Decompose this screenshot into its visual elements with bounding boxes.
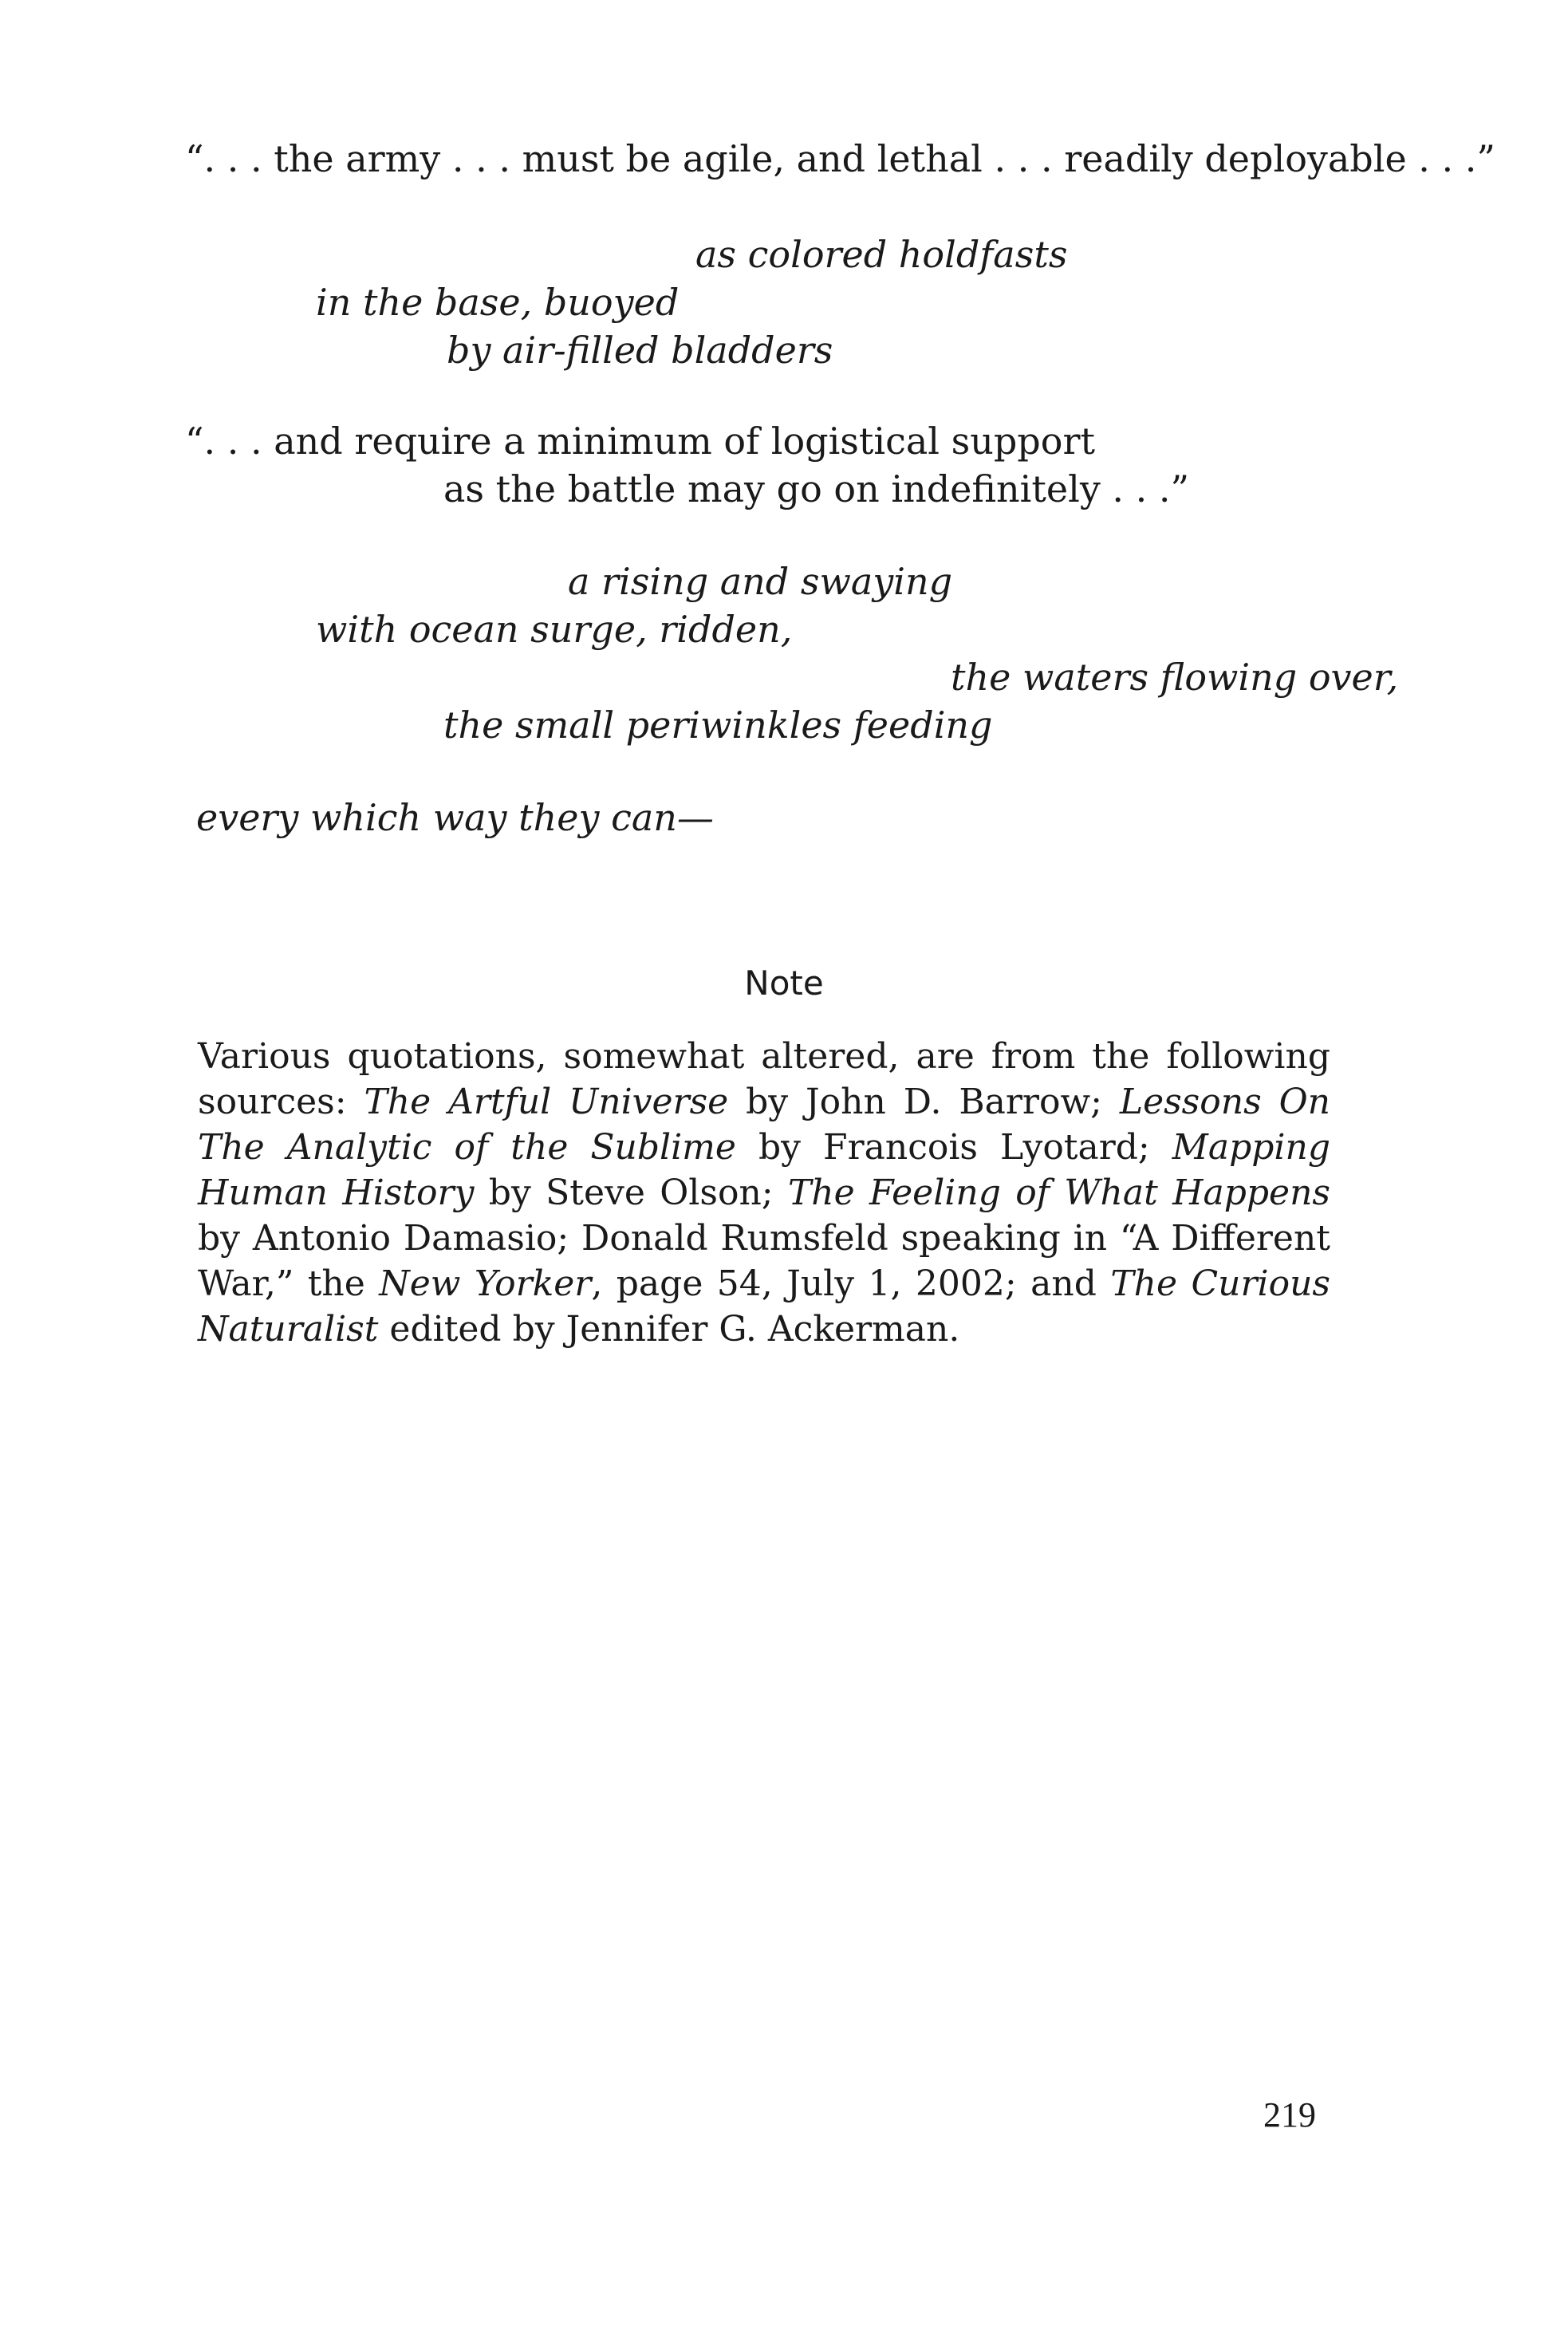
note-text: by John D. Barrow;	[728, 1082, 1120, 1122]
note-text: by Antonio Damasio; Donald Rumsfeld speaking in “A Different War,” the	[198, 1218, 1330, 1304]
note-body	[198, 1034, 1330, 1352]
note-text: edited by Jennifer G. Ackerman.	[378, 1309, 960, 1350]
poem-line-6: as the battle may go on indefinitely . . .”	[443, 467, 1190, 510]
poem-line-11: every which way they can—	[196, 796, 714, 839]
poem-line-5: “. . . and require a minimum of logistical support	[185, 420, 1095, 463]
note-text: by Steve Olson;	[474, 1172, 788, 1213]
poem-line-9: the waters flowing over,	[951, 656, 1399, 699]
note-heading: Note	[744, 964, 824, 1003]
note-title: The Artful Universe	[364, 1082, 729, 1122]
note-title: Lessons On The Analytic of the Sublime	[198, 1082, 1330, 1168]
poem-line-3: in the base, buoyed	[316, 281, 680, 324]
note-text: , page 54, July 1, 2002; and	[591, 1263, 1111, 1304]
poem-line-8: with ocean surge, ridden,	[316, 608, 793, 651]
note-title: The Feeling of What Happens	[787, 1172, 1331, 1213]
poem-line-7: a rising and swaying	[568, 560, 953, 603]
note-title: New Yorker	[379, 1263, 592, 1304]
note-title: Mapping Human History	[198, 1127, 1330, 1213]
poem-line-1: “. . . the army . . . must be agile, and lethal . . . readily deployable . . .”	[185, 137, 1495, 180]
note-text: by Francois Lyotard;	[735, 1127, 1172, 1168]
poem-line-2: as colored holdfasts	[695, 233, 1068, 276]
poem-line-10: the small periwinkles feeding	[443, 703, 993, 747]
note-text: Various quotations, somewhat altered, are from the following sources:	[198, 1036, 1330, 1122]
note-title: The Curious Naturalist	[198, 1263, 1330, 1350]
page-number: 219	[1263, 2095, 1316, 2134]
poem-line-4: by air-filled bladders	[447, 329, 833, 372]
